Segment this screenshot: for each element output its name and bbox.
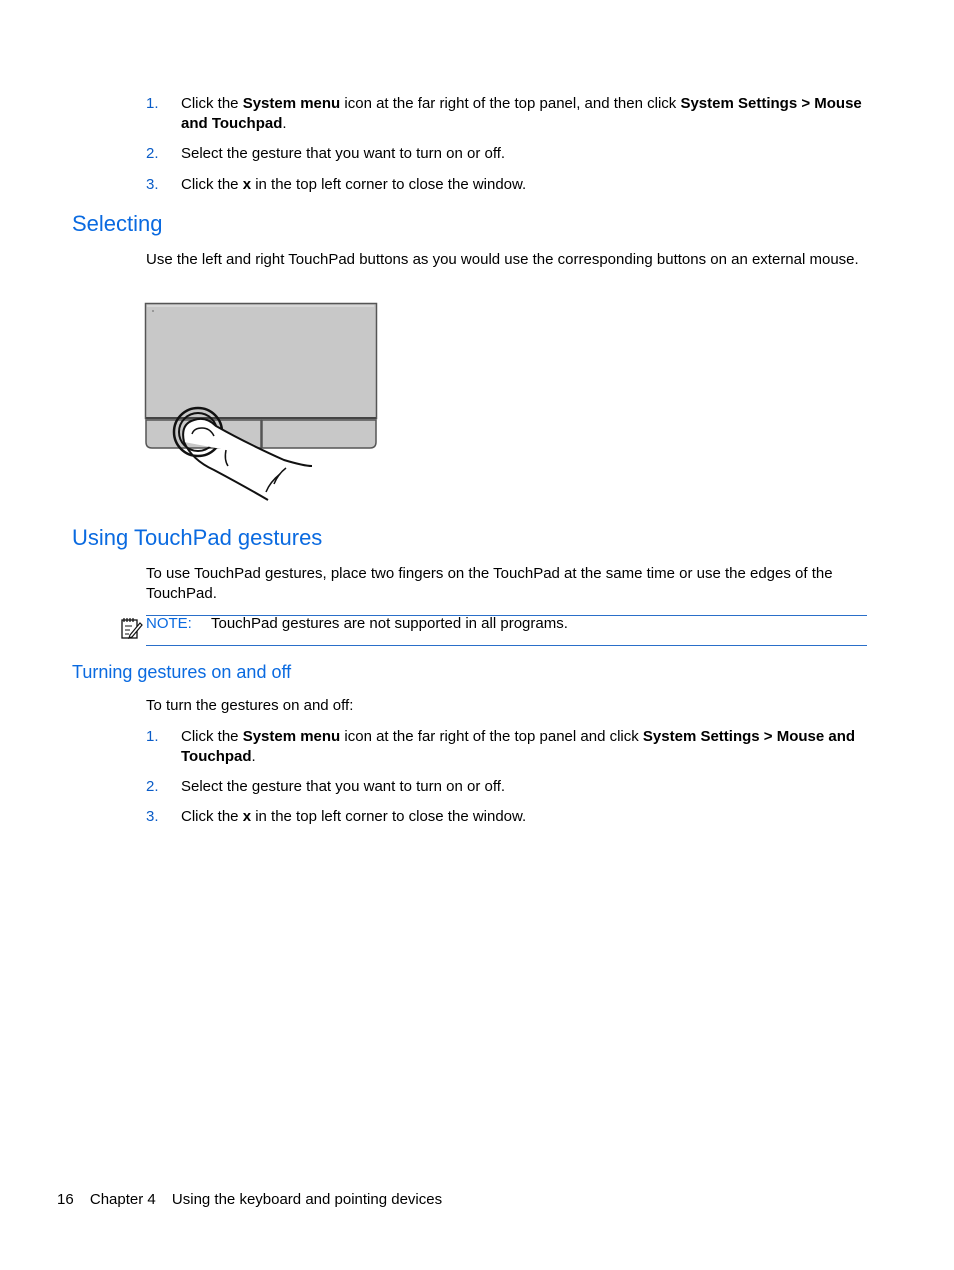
page-footer [57, 1190, 454, 1210]
note-bottom-rule [146, 645, 867, 646]
step-text-part: Click the [181, 728, 243, 745]
note-text: TouchPad gestures are not supported in all programs. [211, 615, 568, 632]
step-text [181, 94, 871, 134]
step-number: 3. [146, 176, 159, 193]
chapter-label: Chapter 4 [89, 1191, 156, 1208]
section-heading-gestures: Using TouchPad gestures [72, 525, 323, 550]
page-number: 16 [57, 1191, 74, 1208]
step-number: 3. [146, 808, 159, 825]
ui-term: x [242, 808, 252, 825]
step-text-part: . [282, 115, 287, 132]
step-text-part: Click the [181, 176, 243, 193]
ui-term: System Settings > Mouse and Touchpad [181, 728, 856, 765]
step-number: 2. [146, 778, 159, 795]
section-heading-selecting: Selecting [72, 211, 163, 236]
step-text: Select the gesture that you want to turn on or off. [181, 778, 506, 795]
step-text [181, 807, 871, 827]
selecting-body: Use the left and right TouchPad buttons as you would use the corresponding buttons on an external mouse. [146, 251, 859, 268]
step-number: 1. [146, 728, 159, 745]
note-label-text: NOTE: [146, 615, 192, 632]
ui-term: System Settings > Mouse and Touchpad [181, 95, 862, 132]
note-label [146, 614, 192, 634]
note-icon [120, 616, 144, 640]
touchpad-surface [146, 304, 377, 419]
touchpad-illustration [144, 302, 380, 504]
step-text-part: in the top left corner to close the window. [251, 176, 527, 193]
chapter-title: Using the keyboard and pointing devices [171, 1191, 443, 1208]
step-text-part: . [251, 748, 256, 765]
step-text-part: icon at the far right of the top panel, and then click [340, 95, 681, 112]
step-text-part: Click the [181, 95, 243, 112]
turning-intro: To turn the gestures on and off: [146, 697, 354, 714]
step-text: Select the gesture that you want to turn on or off. [181, 145, 506, 162]
step-text [181, 727, 871, 767]
step-number: 1. [146, 95, 159, 112]
gestures-body: To use TouchPad gestures, place two fingers on the TouchPad at the same time or use the edges of the TouchPad. [146, 565, 833, 602]
step-text-part: in the top left corner to close the window. [251, 808, 527, 825]
step-number: 2. [146, 145, 159, 162]
step-text [181, 175, 871, 195]
right-touchpad-button [262, 420, 376, 448]
ui-term: System menu [242, 95, 341, 112]
ui-term: System menu [242, 728, 341, 745]
section-heading-turning: Turning gestures on and off [72, 662, 292, 682]
step-text-part: Click the [181, 808, 243, 825]
step-text-part: icon at the far right of the top panel and click [340, 728, 643, 745]
ui-term: x [242, 176, 252, 193]
